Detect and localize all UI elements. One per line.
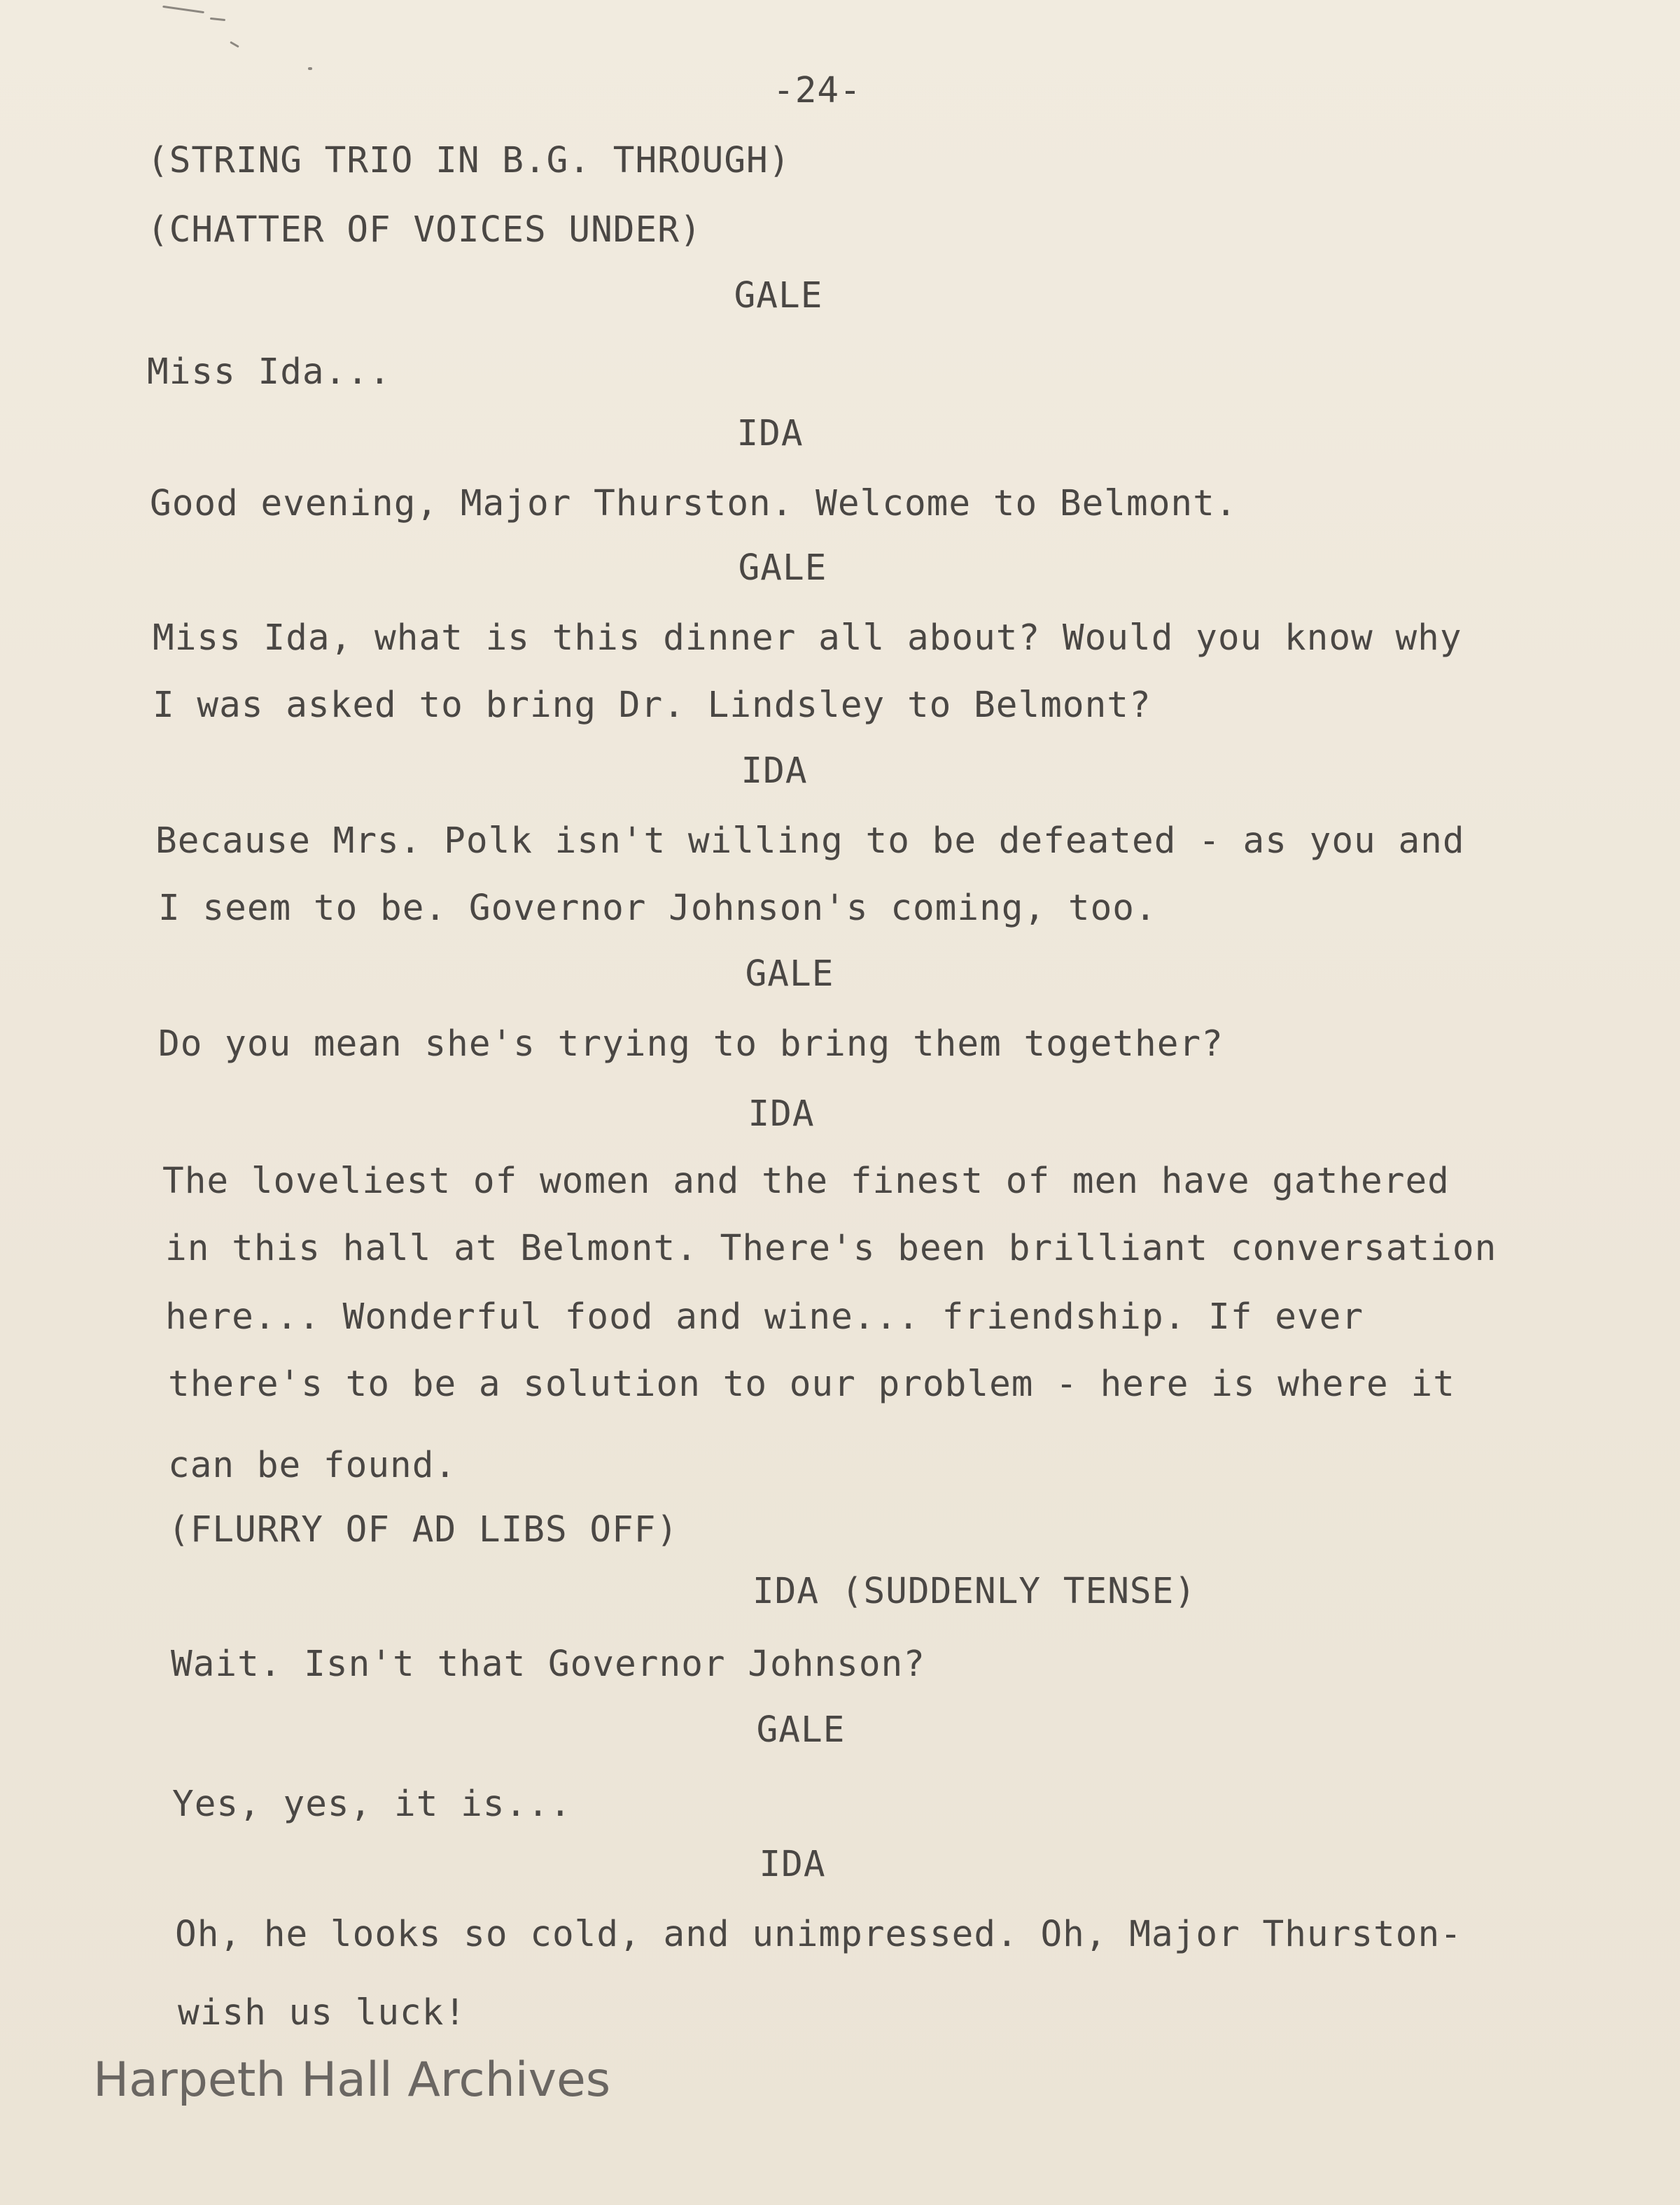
page-number: -24- [773,70,862,111]
speaker-name: IDA [748,1093,815,1135]
ink-speck [210,18,225,21]
ink-speck [308,67,312,70]
dialogue-line: Do you mean she's trying to bring them together? [158,1023,1224,1065]
ink-speck [162,6,204,13]
dialogue-line: I seem to be. Governor Johnson's coming, too. [158,888,1157,929]
dialogue-line: here... Wonderful food and wine... friendship. If ever [165,1296,1364,1338]
stage-direction: (FLURRY OF AD LIBS OFF) [168,1509,679,1550]
dialogue-line: wish us luck! [178,1992,467,2033]
stage-direction: (STRING TRIO IN B.G. THROUGH) [147,140,791,181]
dialogue-line: in this hall at Belmont. There's been brilliant conversation [165,1228,1497,1269]
dialogue-line: there's to be a solution to our problem - here is where it [168,1364,1455,1405]
dialogue-line: Oh, he looks so cold, and unimpressed. Oh, Major Thurston- [175,1914,1462,1955]
dialogue-line: Because Mrs. Polk isn't willing to be defeated - as you and [155,820,1465,862]
dialogue-line: I was asked to bring Dr. Lindsley to Belmont? [153,685,1152,726]
archive-watermark: Harpeth Hall Archives [93,2052,611,2108]
speaker-name: IDA (SUDDENLY TENSE) [752,1571,1197,1612]
speaker-name: GALE [756,1709,846,1751]
ink-speck [230,41,239,48]
speaker-name: GALE [745,953,834,995]
dialogue-line: can be found. [168,1445,457,1486]
speaker-name: GALE [734,275,823,316]
dialogue-line: Miss Ida, what is this dinner all about? Would you know why [153,617,1462,659]
dialogue-line: Good evening, Major Thurston. Welcome to Belmont. [150,483,1238,524]
speaker-name: IDA [741,750,808,792]
stage-direction: (CHATTER OF VOICES UNDER) [147,209,702,251]
dialogue-line: Yes, yes, it is... [172,1784,572,1825]
speaker-name: IDA [759,1844,826,1885]
dialogue-line: Miss Ida... [147,351,391,393]
dialogue-line: Wait. Isn't that Governor Johnson? [171,1644,925,1685]
speaker-name: IDA [736,413,804,454]
dialogue-line: The loveliest of women and the finest of men have gathered [162,1161,1450,1202]
speaker-name: GALE [738,547,827,589]
